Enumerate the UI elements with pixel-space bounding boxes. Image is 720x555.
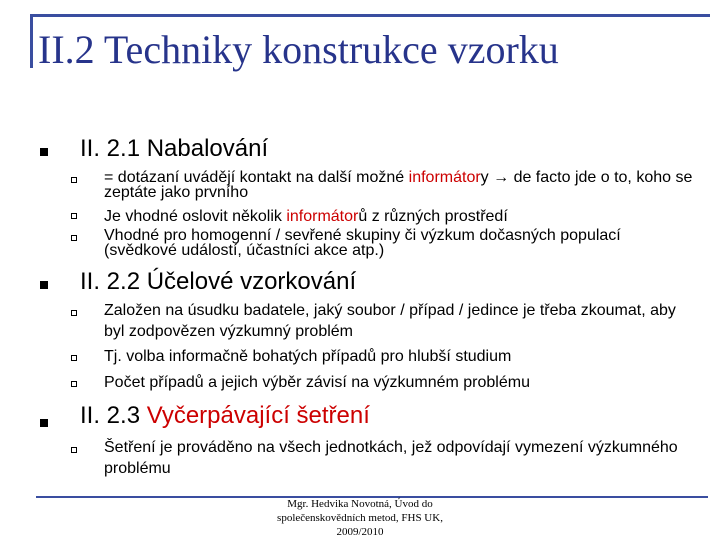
section-1-item-2-highlight: informátor — [286, 208, 359, 225]
section-2-item-1: Založen na úsudku badatele, jaký soubor / případ / jedince je třeba zkoumat, aby byl zodpovězen výzkumný problém — [104, 302, 676, 340]
footer — [240, 497, 480, 539]
section-2-item-1-bullet-icon — [71, 310, 77, 316]
section-1-item-1 — [104, 170, 694, 200]
section-1-item-1-text-b: y → de facto jde o to, koho se zeptáte jako prvního — [104, 169, 693, 201]
accent-bar-vertical — [30, 14, 33, 68]
section-2-item-3-bullet-icon — [71, 381, 77, 387]
section-3-item-1: Šetření je prováděno na všech jednotkách, jež odpovídají vymezení výzkumného problému — [104, 439, 678, 477]
section-1-heading: II. 2.1 Nabalování — [80, 135, 269, 162]
section-2-heading: II. 2.2 Účelové vzorkování — [80, 268, 357, 295]
section-1-bullet-icon — [40, 148, 48, 156]
section-1-item-1-text-a: = dotázaní uvádějí kontakt na další možné — [104, 169, 409, 186]
section-1-item-1-highlight: informátor — [408, 169, 481, 186]
section-1-item-2-bullet-icon — [71, 213, 77, 219]
footer-line-2: společenskovědních metod, FHS UK, — [277, 512, 443, 524]
accent-bar-horizontal — [30, 14, 710, 17]
section-1-item-1-bullet-icon — [71, 177, 77, 183]
section-3-heading-highlight: Vyčerpávající šetření — [146, 402, 370, 429]
section-1-item-2-text-a: Je vhodné oslovit několik — [104, 208, 287, 225]
section-1-item-3-bullet-icon — [71, 235, 77, 241]
section-1-item-2-text-b: ů z různých prostředí — [358, 208, 508, 225]
section-3-bullet-icon — [40, 419, 48, 427]
slide-title: II.2 Techniky konstrukce vzorku — [38, 27, 559, 72]
section-1-item-3: Vhodné pro homogenní / sevřené skupiny či výzkum dočasných populací (svědkové událostí, účastníci akce atp.) — [104, 227, 621, 259]
section-1-item-2 — [104, 206, 694, 227]
section-2-item-3: Počet případů a jejich výběr závisí na výzkumném problému — [104, 374, 530, 391]
section-2-item-2: Tj. volba informačně bohatých případů pro hlubší studium — [104, 348, 512, 365]
section-2-item-2-bullet-icon — [71, 355, 77, 361]
footer-line-1: Mgr. Hedvika Novotná, Úvod do — [287, 498, 433, 510]
section-2-bullet-icon — [40, 281, 48, 289]
section-3-heading-number: II. 2.3 — [80, 402, 147, 429]
footer-line-3: 2009/2010 — [336, 526, 384, 538]
section-3-item-1-bullet-icon — [71, 447, 77, 453]
section-3-heading — [80, 402, 370, 430]
